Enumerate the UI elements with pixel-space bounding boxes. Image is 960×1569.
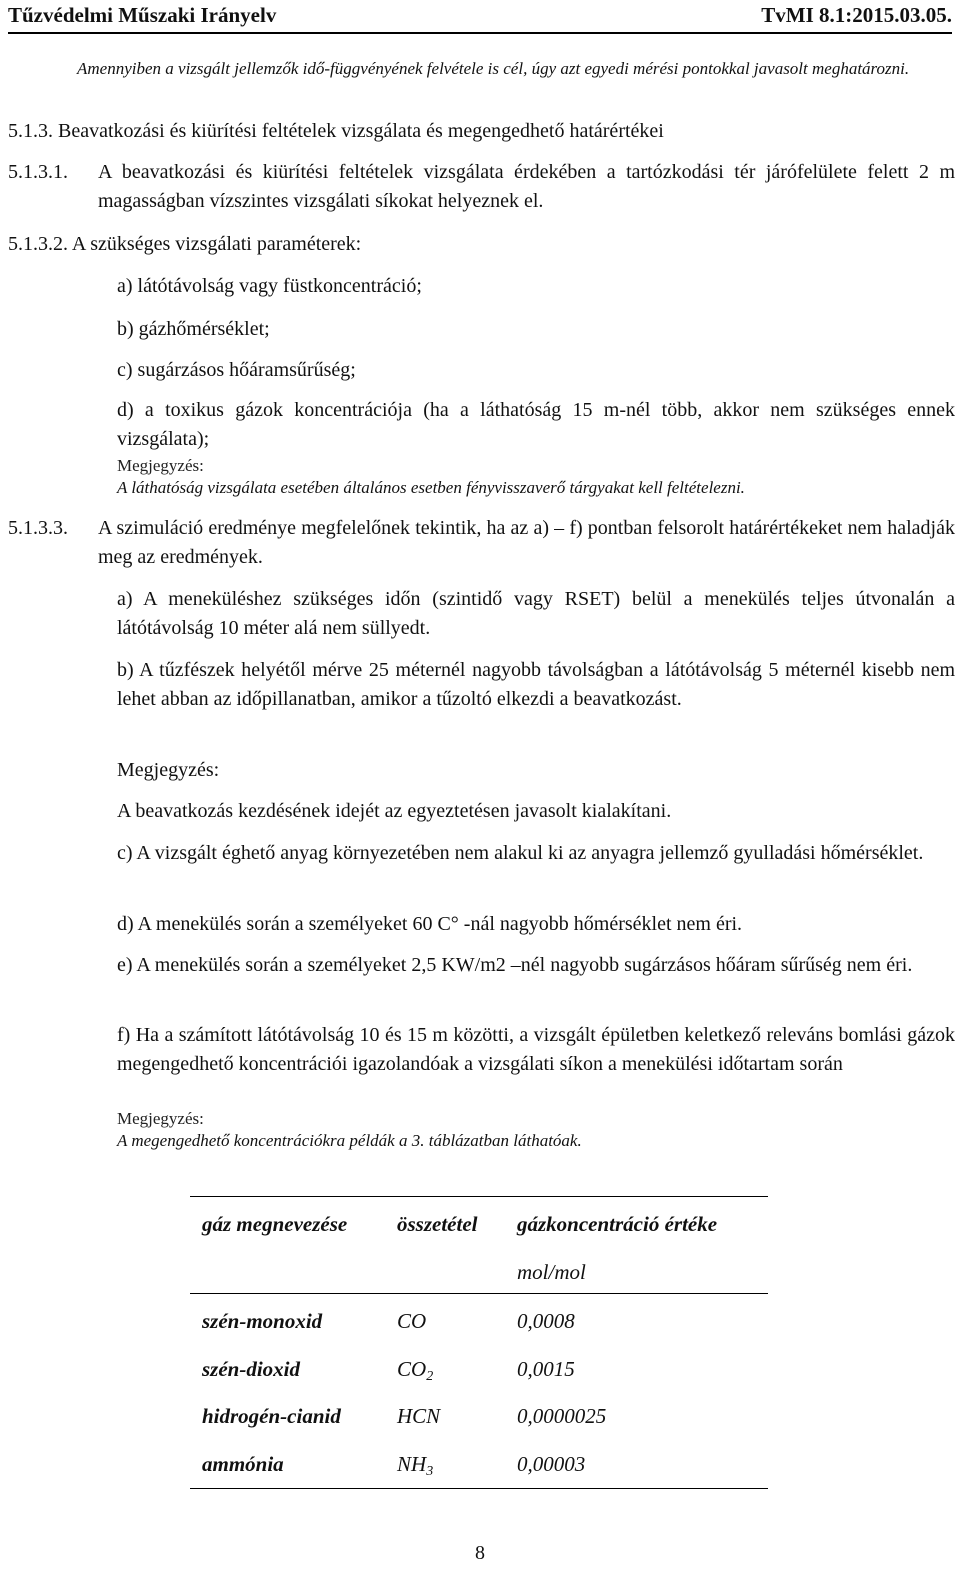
limit-item-e: e) A menekülés során a személyeket 2,5 KW/m2 –nél nagyobb sugárzásos hőáram sűrűség nem éri.	[117, 954, 913, 976]
gas-value: 0,0000025	[517, 1404, 607, 1428]
note-text: A megengedhető koncentrációkra példák a 3. táblázatban láthatóak.	[117, 1131, 582, 1150]
section-number: 5.1.3.	[8, 120, 53, 142]
section-5-1-3-1	[8, 158, 955, 216]
page-number: 8	[475, 1542, 485, 1564]
gas-name: ammónia	[202, 1452, 284, 1476]
note-label: Megjegyzés:	[117, 759, 220, 781]
section-title: Beavatkozási és kiürítési feltételek vizsgálata és megengedhető határértékei	[58, 120, 664, 142]
limit-item-c: c) A vizsgált éghető anyag környezetében nem alakul ki az anyagra jellemző gyulladási hőmérséklet.	[117, 842, 924, 864]
table-top-rule	[190, 1196, 768, 1197]
section-5-1-3-3	[8, 514, 955, 572]
page-header	[8, 0, 952, 34]
header-code: TvMI 8.1:2015.03.05.	[761, 3, 952, 27]
section-number: 5.1.3.1.	[8, 161, 68, 183]
section-text: A beavatkozási és kiürítési feltételek vizsgálata érdekében a tartózkodási tér járófelülete felett 2 m magasságban vízszintes vizsgálati síkokat helyeznek el.	[98, 161, 955, 212]
param-item-b: b) gázhőmérséklet;	[117, 318, 270, 340]
table-header-rule	[190, 1293, 768, 1294]
gas-formula: $NH_3$	[397, 1452, 434, 1479]
section-text: A szimuláció eredménye megfelelőnek tekintik, ha az a) – f) pontban felsorolt határértékeket nem haladják meg az eredmények.	[98, 517, 955, 568]
limit-item-a: a) A meneküléshez szükséges időn (szintidő vagy RSET) belül a menekülés teljes útvonalán a látótávolság 10 méter alá nem süllyedt.	[117, 588, 955, 639]
gas-name: szén-dioxid	[202, 1357, 301, 1381]
header-composition: összetétel	[397, 1212, 478, 1236]
note-text: A beavatkozás kezdésének idejét az egyeztetésen javasolt kialakítani.	[117, 800, 672, 822]
gas-formula: CO	[397, 1309, 427, 1333]
gas-value: 0,00003	[517, 1452, 586, 1476]
gas-value: 0,0008	[517, 1309, 575, 1333]
limit-item-d: d) A menekülés során a személyeket 60 C° -nál nagyobb hőmérséklet nem éri.	[117, 913, 743, 935]
section-number: 5.1.3.2.	[8, 233, 68, 255]
section-5-1-3	[8, 117, 955, 146]
gas-value: 0,0015	[517, 1357, 575, 1381]
header-gas-name: gáz megnevezése	[202, 1212, 348, 1236]
param-item-c: c) sugárzásos hőáramsűrűség;	[117, 359, 356, 381]
table-bottom-rule	[190, 1488, 768, 1489]
limit-item-b: b) A tűzfészek helyétől mérve 25 méternél nagyobb távolságban a látótávolság 5 méternél kisebb nem lehet abban az időpillanatban, amikor a tűzoltó elkezdi a beavatkozást.	[117, 659, 955, 710]
note-text: A láthatóság vizsgálata esetében általános esetben fényvisszaverő tárgyakat kell feltételezni.	[117, 478, 745, 497]
param-item-a: a) látótávolság vagy füstkoncentráció;	[117, 275, 422, 297]
header-title: Tűzvédelmi Műszaki Irányelv	[8, 3, 277, 27]
note-label: Megjegyzés:	[117, 1109, 204, 1128]
gas-name: hidrogén-cianid	[202, 1404, 341, 1428]
limit-item-f: f) Ha a számított látótávolság 10 és 15 m közötti, a vizsgált épületben keletkező releváns bomlási gázok megengedhető koncentrációi igazolandóak a vizsgálati síkon a menekülési időtartam során	[117, 1024, 955, 1075]
note-label: Megjegyzés:	[117, 456, 204, 475]
header-unit: mol/mol	[517, 1260, 586, 1284]
header-concentration: gázkoncentráció értéke	[517, 1212, 718, 1236]
gas-formula: HCN	[397, 1404, 441, 1428]
section-5-1-3-2	[8, 230, 955, 259]
section-text: A szükséges vizsgálati paraméterek:	[71, 233, 362, 255]
intro-note: Amennyiben a vizsgált jellemzők idő-függvényének felvétele is cél, úgy azt egyedi mérési pontokkal javasolt meghatározni.	[77, 59, 910, 78]
gas-name: szén-monoxid	[202, 1309, 323, 1333]
param-item-d: d) a toxikus gázok koncentrációja (ha a láthatóság 15 m-nél több, akkor nem szükséges ennek vizsgálata);	[117, 399, 955, 450]
gas-formula: $CO_2$	[397, 1357, 434, 1384]
section-number: 5.1.3.3.	[8, 517, 68, 539]
